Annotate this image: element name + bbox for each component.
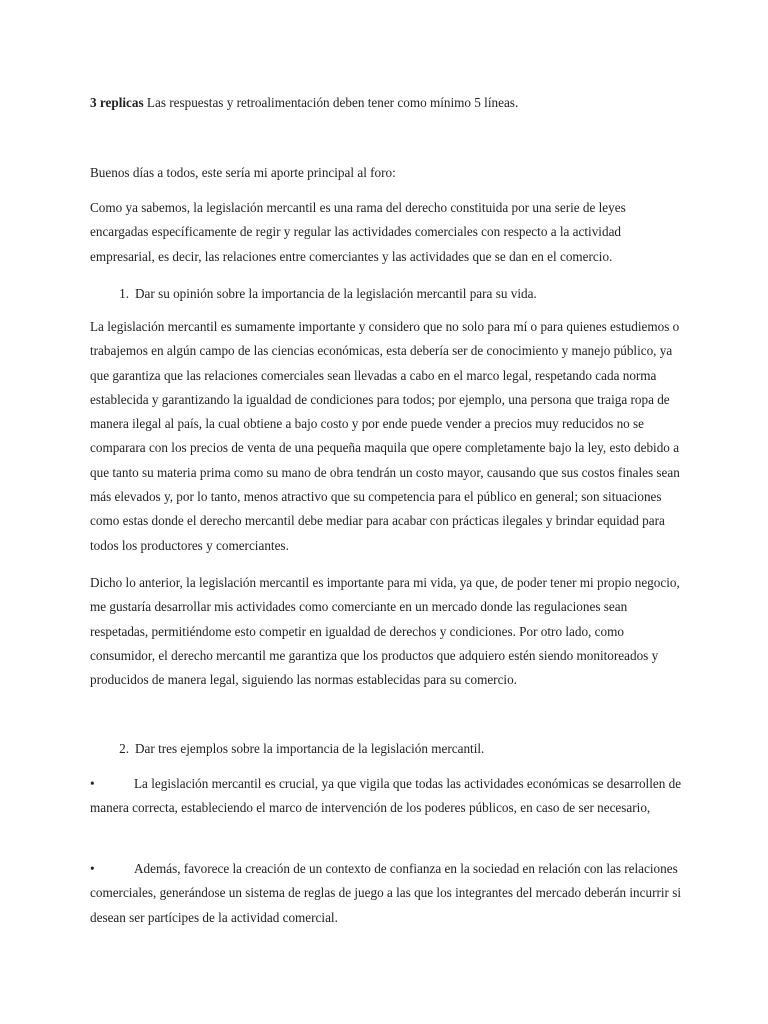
- instructions-text: Las respuestas y retroalimentación deben tener como mínimo 5 líneas.: [143, 95, 519, 110]
- bullet-item-2: [90, 857, 684, 930]
- bullet-item-1: [90, 772, 684, 821]
- bullet-mark: •: [90, 776, 95, 791]
- question-1: [90, 282, 684, 306]
- answer-1-paragraph-1: La legislación mercantil es sumamente importante y considero que no solo para mí o para quienes estudiemos o trabajemos en algún campo de las ciencias económicas, esta debería ser de conocimiento y manejo público, ya que garantiza que las relaciones comerciales sean llevadas a cabo en el marco legal, respetando cada norma establecida y garantizando la igualdad de condiciones para todos; por ejemplo, una persona que traiga ropa de manera ilegal al país, la cual obtiene a bajo costo y por ende puede vender a precios muy reducidos no se comparara con los precios de venta de una pequeña maquila que opere completamente bajo la ley, esto debido a que tanto su materia prima como su mano de obra tendrán un costo mayor, causando que sus costos finales sean más elevados y, por lo tanto, menos atractivo que su competencia para el público en general; son situaciones como estas donde el derecho mercantil debe mediar para acabar con prácticas ilegales y brindar equidad para todos los productores y comerciantes.: [90, 319, 680, 553]
- question-1-text: Dar su opinión sobre la importancia de la legislación mercantil para su vida.: [135, 286, 537, 301]
- bullet-item-1-text: La legislación mercantil es crucial, ya que vigila que todas las actividades económicas se desarrollen de manera correcta, estableciendo el marco de intervención de los poderes públicos, en caso de ser necesario,: [90, 776, 682, 816]
- replicas-label: 3 replicas: [90, 95, 144, 110]
- answer-1-paragraph-2: Dicho lo anterior, la legislación mercantil es importante para mi vida, ya que, de poder tener mi propio negocio, me gustaría desarrollar mis actividades como comerciante en un mercado donde las regulaciones sean respetadas, permitiéndome esto competir en igualdad de derechos y condiciones. Por otro lado, como consumidor, el derecho mercantil me garantiza que los productos que adquiero estén siendo monitoreados y producidos de manera legal, siguiendo las normas establecidas para su comercio.: [90, 575, 680, 688]
- intro-paragraph: Como ya sabemos, la legislación mercantil es una rama del derecho constituida por una serie de leyes encargadas específicamente de regir y regular las actividades comerciales con respecto a la actividad empresarial, es decir, las relaciones entre comerciantes y las actividades que se dan en el comercio.: [90, 200, 626, 264]
- question-2-number: 2.: [119, 741, 129, 756]
- question-2: [90, 737, 684, 761]
- bullet-item-2-text: Además, favorece la creación de un contexto de confianza en la sociedad en relación con las relaciones comerciales, generándose un sistema de reglas de juego a las que los integrantes del mercado deberán incurrir si desean ser partícipes de la actividad comercial.: [90, 861, 682, 925]
- greeting-text: Buenos días a todos, este sería mi aporte principal al foro:: [90, 165, 396, 180]
- assignment-instructions: [90, 91, 684, 115]
- question-2-text: Dar tres ejemplos sobre la importancia de la legislación mercantil.: [135, 741, 485, 756]
- bullet-mark: •: [90, 861, 95, 876]
- question-1-number: 1.: [119, 286, 129, 301]
